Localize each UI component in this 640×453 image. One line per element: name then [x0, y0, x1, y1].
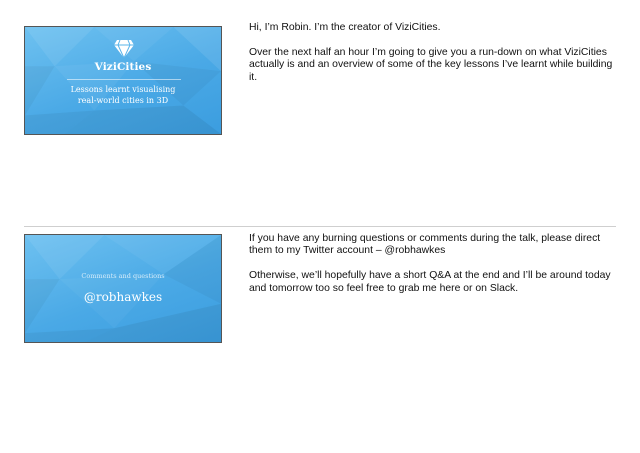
logo-text: ViziCities	[94, 61, 152, 73]
slide-thumbnail-title	[24, 26, 222, 135]
tagline-line-1: Lessons learnt visualising	[70, 85, 176, 94]
slide-label: Comments and questions	[81, 272, 165, 280]
twitter-handle: @robhawkes	[83, 290, 163, 304]
slide-divider	[67, 79, 181, 80]
polygon-background	[25, 235, 221, 342]
tagline-line-2: real-world cities in 3D	[77, 95, 169, 105]
notes-paragraph: If you have any burning questions or comments during the talk, please direct them to my Twitter account – @robhawkes	[249, 233, 601, 257]
notes-paragraph: Over the next half an hour I’m going to give you a run-down on what ViziCities actually is and an overview of some of the key lessons I’ve learnt while building it.	[249, 46, 613, 83]
slide-tagline	[25, 85, 221, 106]
speaker-notes-1	[249, 22, 621, 96]
diamond-heart-icon	[113, 39, 135, 59]
slide-thumbnail-questions	[24, 234, 222, 343]
page-separator	[24, 226, 616, 227]
speaker-notes-2	[249, 233, 621, 307]
notes-paragraph: Hi, I’m Robin. I’m the creator of ViziCities.	[249, 22, 441, 33]
notes-paragraph: Otherwise, we’ll hopefully have a short Q&A at the end and I’ll be around today and tomorrow too so feel free to grab me here or on Slack.	[249, 270, 611, 294]
